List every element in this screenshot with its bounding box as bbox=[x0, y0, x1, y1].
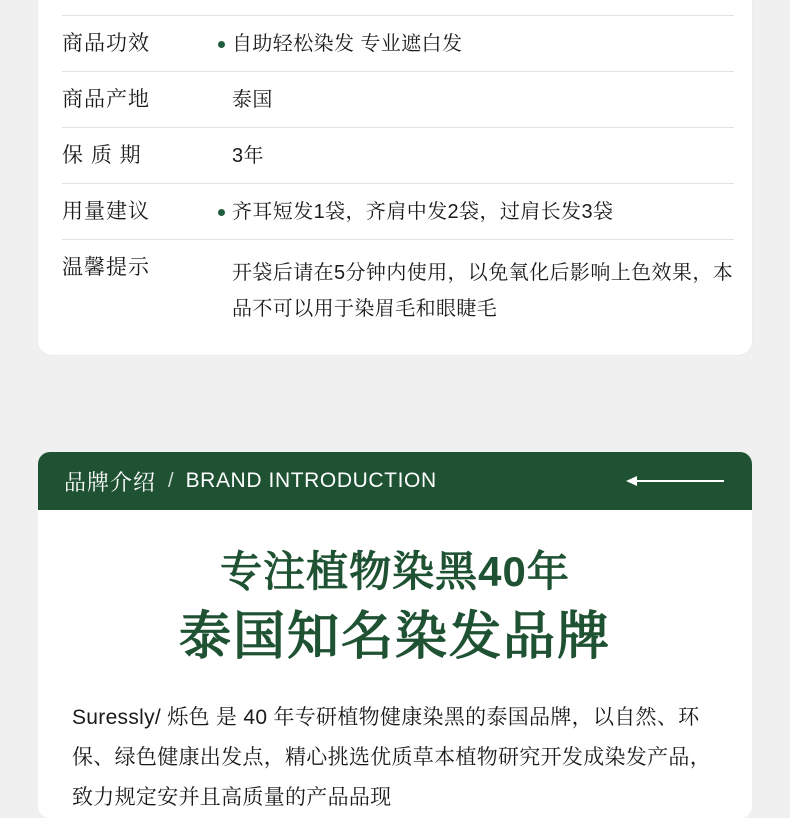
spec-label: 保 质 期 bbox=[62, 144, 142, 167]
brand-header-cn: 品牌介绍 bbox=[64, 469, 157, 495]
spec-value-wrap bbox=[218, 253, 734, 327]
brand-body bbox=[38, 510, 752, 818]
spec-label: 温馨提示 bbox=[62, 256, 150, 279]
spec-label: 用量建议 bbox=[62, 200, 150, 223]
spec-value: 泰国 bbox=[232, 89, 273, 111]
bullet-icon bbox=[218, 209, 225, 216]
arrow-left-icon bbox=[626, 476, 724, 486]
spec-value: 齐耳短发1袋，齐肩中发2袋，过肩长发3袋 bbox=[232, 201, 614, 223]
bullet-icon bbox=[218, 97, 225, 104]
table-row bbox=[62, 0, 734, 16]
spec-value: 自助轻松染发 专业遮白发 bbox=[232, 33, 463, 55]
spec-value-wrap bbox=[218, 29, 734, 59]
brand-paragraph: Suressly/ 烁色 是 40 年专研植物健康染黑的泰国品牌，以自然、环保、绿色健康出发点，精心挑选优质草本植物研究开发成染发产品，致力规定安并且高质量的产品品现 bbox=[72, 706, 711, 809]
spec-label bbox=[62, 0, 218, 3]
brand-introduction-card bbox=[38, 452, 752, 818]
spec-value-wrap bbox=[218, 141, 734, 171]
spec-label: 商品产地 bbox=[62, 88, 150, 111]
table-row bbox=[62, 72, 734, 128]
brand-header-en: BRAND INTRODUCTION bbox=[185, 469, 437, 492]
bullet-icon bbox=[218, 265, 225, 272]
spec-value bbox=[232, 0, 417, 3]
table-row bbox=[62, 240, 734, 339]
spec-value-wrap bbox=[218, 85, 734, 115]
brand-section-header bbox=[38, 452, 752, 510]
spec-value-wrap bbox=[218, 0, 734, 3]
brand-title-line2: 泰国知名染发品牌 bbox=[178, 608, 611, 666]
spec-value: 开袋后请在5分钟内使用，以免氧化后影响上色效果，本品不可以用于染眉毛和眼睫毛 bbox=[232, 262, 734, 320]
spec-value: 3年 bbox=[232, 145, 264, 167]
spec-value-wrap bbox=[218, 197, 734, 227]
brand-title-line1: 专注植物染黑40年 bbox=[220, 548, 570, 595]
table-row bbox=[62, 184, 734, 240]
bullet-icon bbox=[218, 153, 225, 160]
brand-header-separator: / bbox=[168, 469, 174, 492]
table-row bbox=[62, 16, 734, 72]
bullet-icon bbox=[218, 41, 225, 48]
spec-label: 商品功效 bbox=[62, 32, 150, 55]
table-row bbox=[62, 128, 734, 184]
specification-card bbox=[38, 0, 752, 355]
